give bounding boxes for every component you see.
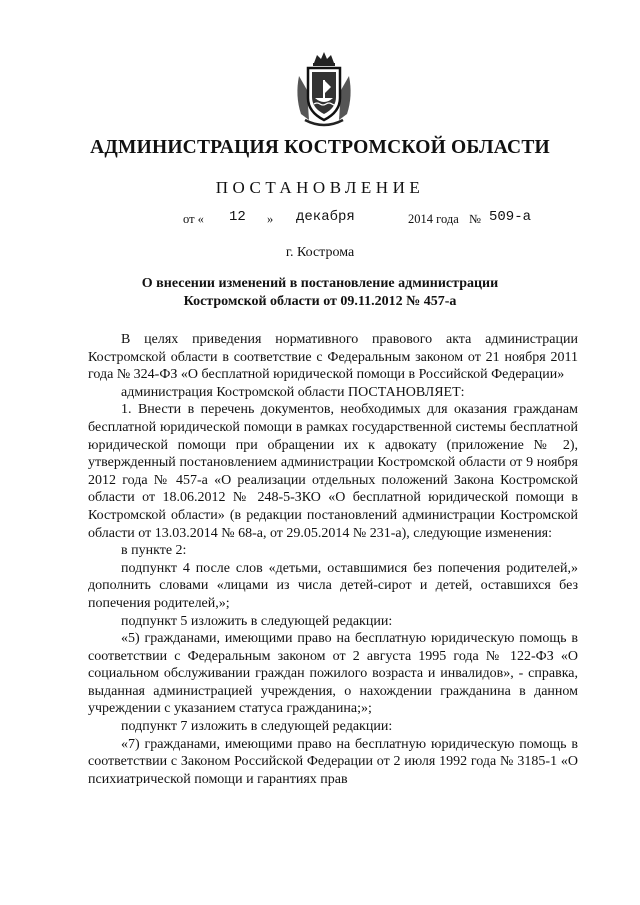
paragraph-subpoint-7-text: «7) гражданами, имеющими право на бесплатную юридическую помощь в соответствии с Законом Российской Федерации от 2 июля 1992 года № 3185-1 «О психиатрической помощи и гарантиях прав xyxy=(88,736,578,787)
number-prefix: № xyxy=(469,212,481,226)
paragraph-subpoint-5-text: «5) гражданами, имеющими право на бесплатную юридическую помощь в соответствии с Федеральным законом от 2 августа 1995 года № 122-ФЗ «О социальном обслуживании граждан пожилого возраста и инвалидов», - справка, выданная администрацией учреждения, о нахождении гражданина в данном учреждении с указанием статуса гражданина;»; xyxy=(88,631,578,717)
paragraph-subpoint-7-intro: подпункт 7 изложить в следующей редакции: xyxy=(121,719,393,735)
city-line: г. Кострома xyxy=(285,245,355,260)
document-title xyxy=(0,275,640,311)
paragraph-item-1: 1. Внести в перечень документов, необходимых для оказания гражданам бесплатной юридической помощи в рамках государственной системы бесплатной юридической помощи при обращении их к адвокату (приложение № 2), утвержденный постановлением администрации Костромской области от 9 ноября 2012 года № 457-а «О реализации отдельных положений Закона Костромской области от 18.06.2012 № 248-5-ЗКО «О бесплатной юридической помощи в Костромской области» (в редакции постановлений администрации Костромской области от 13.03.2014 № 68-а, от 29.05.2014 № 231-а), следующие изменения: xyxy=(88,402,578,541)
date-close-quote: » xyxy=(267,212,274,226)
date-prefix: от « xyxy=(183,212,204,226)
paragraph-subpoint-5-intro: подпункт 5 изложить в следующей редакции: xyxy=(121,613,393,629)
coat-of-arms-emblem xyxy=(293,50,355,128)
date-day: 12 xyxy=(229,209,246,225)
document-body xyxy=(88,331,578,788)
document-number: 509-а xyxy=(489,209,532,225)
paragraph-preamble: В целях приведения нормативного правового акта администрации Костромской области в соответствие с Федеральным законом от 21 ноября 2011 года № 324-ФЗ «О бесплатной юридической помощи в Российской Федерации» xyxy=(88,332,578,383)
paragraph-resolves: администрация Костромской области ПОСТАНОВЛЯЕТ: xyxy=(121,384,465,400)
paragraph-subpoint-4: подпункт 4 после слов «детьми, оставшимися без попечения родителей,» дополнить словами «лицами из числа детей-сирот и детей, оставшихся без попечения родителей,»; xyxy=(88,560,578,611)
paragraph-in-point-2: в пункте 2: xyxy=(121,543,187,559)
organization-heading: АДМИНИСТРАЦИЯ КОСТРОМСКОЙ ОБЛАСТИ xyxy=(90,137,550,158)
title-line-2: Костромской области от 09.11.2012 № 457-а xyxy=(183,294,457,309)
title-line-1: О внесении изменений в постановление администрации xyxy=(141,276,499,291)
date-month: декабря xyxy=(296,209,355,225)
date-year: 2014 года xyxy=(408,212,459,226)
document-type: ПОСТАНОВЛЕНИЕ xyxy=(215,178,425,197)
